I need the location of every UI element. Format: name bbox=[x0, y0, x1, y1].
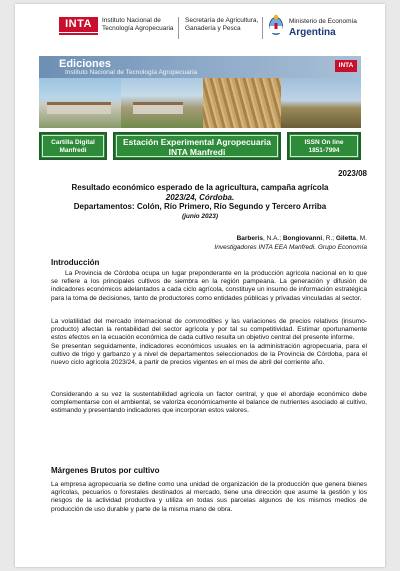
inta-logo: INTA bbox=[59, 17, 98, 32]
issue-number: 2023/08 bbox=[338, 169, 367, 178]
inta-name: Instituto Nacional de Tecnología Agropecuaria bbox=[102, 17, 174, 32]
ediciones-banner bbox=[39, 56, 361, 128]
logo-divider bbox=[178, 17, 179, 39]
logo-divider bbox=[262, 17, 263, 39]
banner-title: Ediciones bbox=[59, 58, 111, 70]
paragraph: La volatilidad del mercado internacional de commodities y las variaciones de precios relativos (insumo-producto) afectan la rentabilidad del sector agrícola y por tal su competitividad. Estimar oportunamente estos efectos en la ecuación económica de cada cultivo resulta un objetivo central del presente informe. Se presentan seguidamente, indicadores económicos usuales en la administración agropecuaria, para el cultivo de trigo y garbanzo y a nivel de departamentos seleccionados de la Provincia de Córdoba, para el nuevo ciclo agrícola 2023/24, a partir de precios vigentes en el mes de abril del corriente año. bbox=[51, 318, 367, 367]
section-heading-margins: Márgenes Brutos por cultivo bbox=[51, 466, 160, 475]
banner-photo-building bbox=[39, 78, 121, 128]
paragraph: Considerando a su vez la sustentabilidad agrícola un factor central, y que el abordaje económico debe complementarse con el ambiental, se valoriza económicamente el balance de nutrientes asociado al cultivo, estimando y presentando indicadores que incorporan estos valores. bbox=[51, 391, 367, 415]
secretaria-name: Secretaría de Agricultura, Ganadería y Pesca bbox=[185, 17, 259, 32]
section-heading-intro: Introducción bbox=[51, 258, 100, 267]
national-shield-icon bbox=[268, 14, 284, 37]
document-subtitle: Departamentos: Colón, Río Primero, Río Segundo y Tercero Arriba bbox=[73, 202, 327, 211]
banner-subtitle: Instituto Nacional de Tecnología Agropecuaria bbox=[65, 69, 198, 76]
ministerio-name: Ministerio de Economía bbox=[289, 18, 357, 25]
cartilla-box: Cartilla Digital Manfredi bbox=[39, 132, 107, 160]
station-box: Estación Experimental Agropecuaria INTA Manfredi bbox=[113, 132, 281, 160]
banner-photo-wheat bbox=[203, 78, 281, 128]
document-page bbox=[15, 4, 385, 567]
author-affiliation: Investigadores INTA EEA Manfredi. Grupo Economía bbox=[214, 244, 367, 251]
logo-strip bbox=[15, 4, 385, 48]
authors-block bbox=[214, 234, 367, 252]
country-name: Argentina bbox=[289, 27, 336, 38]
document-date: (junio 2023) bbox=[181, 213, 219, 220]
banner-photo-field bbox=[121, 78, 203, 128]
author-list: Barberis, N.A.; Bongiovanni, R.; Giletta, M. bbox=[236, 235, 367, 242]
banner-photo-crop bbox=[281, 78, 361, 128]
paragraph: La empresa agropecuaria se define como una unidad de organización de la producción que genera bienes agrícolas, pecuarios o forestales destinados al mercado, tiene una dirección que asume la gestión y los riesgos de la actividad productiva y utiliza en todas sus parcelas algunos de los mismos medios de producción de uso durable y parte de la misma mano de obra. bbox=[51, 481, 367, 513]
banner-inta-logo: INTA bbox=[335, 60, 357, 72]
paragraph: La Provincia de Córdoba ocupa un lugar preponderante en la producción agrícola nacional en lo que se refiere a los principales cultivos de siembra en la región pampeana. La generación y difusión de indicadores económicos adelantados a cada ciclo agrícola, constituye un insumo de información estratégica para la toma de decisiones, tanto de productores como entidades públicas y privadas vinculadas al sector. bbox=[51, 270, 367, 302]
document-title: Resultado económico esperado de la agricultura, campaña agrícola 2023/24, Córdoba. bbox=[71, 183, 329, 202]
issn-box: ISSN On line 1851-7994 bbox=[287, 132, 361, 160]
